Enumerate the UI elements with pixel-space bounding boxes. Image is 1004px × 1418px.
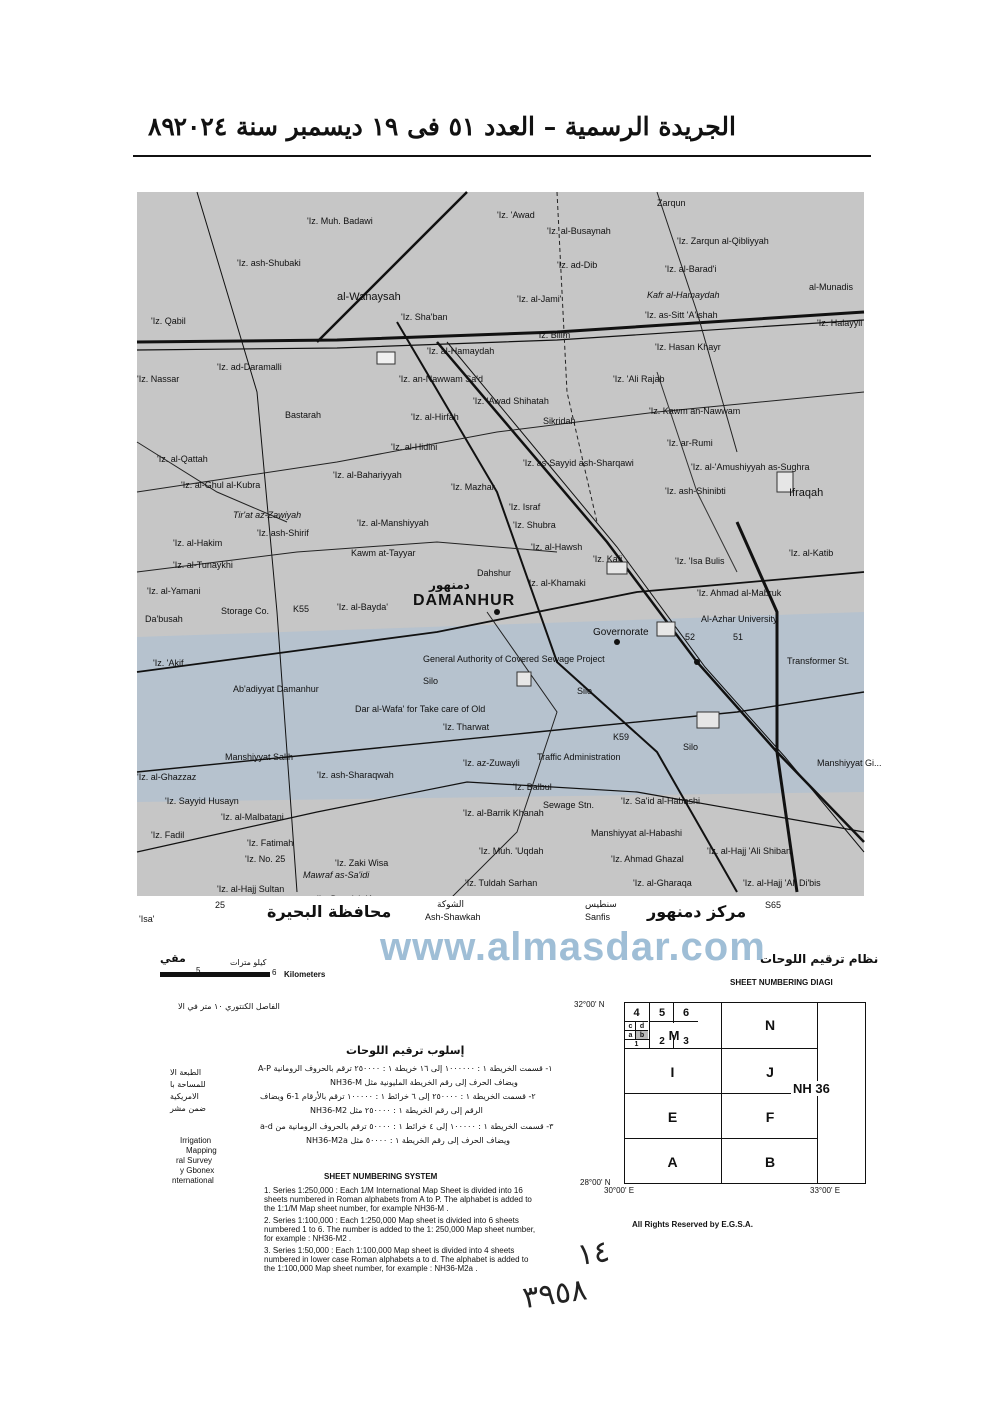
label-ash-shinibti: 'Iz. ash-Shinibti xyxy=(665,486,726,496)
label-mawraf: Mawraf as-Sa'idi xyxy=(303,870,370,880)
label-al-munadis: al-Munadis xyxy=(809,282,854,292)
label-s65: S65 xyxy=(765,900,782,910)
label-sharaqwah: 'Iz. ash-Sharaqwah xyxy=(317,770,394,780)
grid-cell-J: J xyxy=(721,1048,818,1094)
label-nawwam-sad: 'Iz. an-Nawwam Sa'd xyxy=(399,374,483,384)
left-en-2: Mapping xyxy=(186,1146,217,1155)
rights-text: All Rights Reserved by E.G.S.A. xyxy=(632,1220,753,1229)
label-transformer: Transformer St. xyxy=(787,656,850,666)
label-al-katib: 'Iz. al-Katib xyxy=(789,548,834,558)
grid-cell-M: M xyxy=(649,1021,698,1049)
label-al-bahariyyah: 'Iz. al-Bahariyyah xyxy=(333,470,402,480)
label-ar-rumi: 'Iz. ar-Rumi xyxy=(667,438,713,448)
label-barrik-khanah: 'Iz. al-Barrik Khanah xyxy=(463,808,544,818)
label-zarqun: Zarqun xyxy=(657,198,686,208)
label-dar-wafa: Dar al-Wafa' for Take care of Old xyxy=(355,704,486,714)
label-traffic: Traffic Administration xyxy=(537,752,621,762)
label-km25: 25 xyxy=(215,900,226,910)
grid-cell-N: N xyxy=(721,1002,818,1048)
label-sayyid-husayn: 'Iz. Sayyid Husayn xyxy=(165,796,239,806)
label-mazhar: 'Iz. Mazhar xyxy=(451,482,495,492)
label-dahshur: Dahshur xyxy=(477,568,512,578)
grid-cell-c: c xyxy=(624,1021,637,1031)
label-damanhur: DAMANHUR xyxy=(413,592,516,609)
method-ar-2: ويضاف الحرف إلى رقم الخريطة المليونية مثل NH36-M xyxy=(330,1078,518,1087)
grid-cell-6: 6 xyxy=(673,1002,698,1023)
en-3c: the 1:100,000 Map sheet number, for example : NH36-M2a . xyxy=(264,1264,478,1273)
label-sewage-stn: Sewage Stn. xyxy=(543,800,595,810)
label-ghul-kubra: 'Iz. al-Ghul al-Kubra xyxy=(181,480,261,490)
label-akif: 'Iz. 'Akif xyxy=(153,658,184,668)
method-ar-5: ٣- قسمت الخريطة ١ : ١٠٠٠٠٠ إلى ٤ خرائط ١ : ٥٠٠٠٠ ترقم بالحروف الرومانية من a-d xyxy=(260,1122,554,1131)
lat-32: 32°00' N xyxy=(574,1000,605,1009)
sheet-numbering-title: SHEET NUMBERING DIAGI xyxy=(730,978,833,987)
watermark-text: www.almasdar.com xyxy=(380,925,766,969)
label-al-hawsh: 'Iz. al-Hawsh xyxy=(531,542,583,552)
label-ash-shubaki: 'Iz. ash-Shubaki xyxy=(237,258,301,268)
handwritten-line-1: ١٤ xyxy=(574,1233,612,1274)
label-shawkah-ar: الشوكة xyxy=(437,900,465,910)
label-al-yamani: 'Iz. al-Yamani xyxy=(147,586,201,596)
label-sanfis-ar: سنطيس xyxy=(585,900,617,910)
scale-unit-en: Kilometers xyxy=(284,970,326,979)
label-r52: 52 xyxy=(685,632,696,642)
label-damanhur-ar: دمنهور xyxy=(429,578,470,592)
label-zarqun-qibliyyah: 'Iz. Zarqun al-Qibliyyah xyxy=(677,236,769,246)
label-al-khamaki: 'Iz. al-Khamaki xyxy=(527,578,586,588)
grid-cell-B: B xyxy=(721,1138,818,1184)
label-beheira: محافظة البحيرة xyxy=(267,902,392,921)
en-3a: 3. Series 1:50,000 : Each 1:100,000 Map sheet is divided into 4 sheets xyxy=(264,1246,515,1255)
legend-left-title: مقي xyxy=(160,952,186,965)
en-1a: 1. Series 1:250,000 : Each 1/M International Map Sheet is divided into 16 xyxy=(264,1186,523,1195)
grid-cell-I: I xyxy=(624,1048,721,1094)
en-2b: numbered 1 to 6. The number is added to the 1: 250,000 Map sheet number, xyxy=(264,1225,536,1234)
label-awad-shihatah: 'Iz. 'Awad Shihatah xyxy=(473,396,549,406)
label-ifraqah: Ifraqah xyxy=(789,487,824,499)
handwritten-line-2: ٣٩٥٨ xyxy=(520,1272,590,1317)
lon-30: 30°00' E xyxy=(604,1186,635,1195)
lon-33: 33°00' E xyxy=(810,1186,841,1195)
label-isa: 'Isa' xyxy=(139,914,155,924)
label-al-hirfah: 'Iz. al-Hirfah xyxy=(411,412,459,422)
label-manshiyyat-salih: Manshiyyat Salih xyxy=(225,752,294,762)
label-ghazzaz: 'Iz. al-Ghazzaz xyxy=(137,772,197,782)
label-amushiyyah: 'Iz. al-'Amushiyyah as-Sughra xyxy=(691,462,810,472)
numbering-system-ar: نظام ترقيم اللوحات xyxy=(760,952,879,966)
label-fatimah: 'Iz. Fatimah xyxy=(247,838,294,848)
label-k59: K59 xyxy=(613,732,630,742)
label-kafi: 'Iz. Kafi xyxy=(593,554,623,564)
label-tharwat: 'Iz. Tharwat xyxy=(443,722,490,732)
label-haji-ali-dibis: 'Iz. al-Hajj 'Ali Di'bis xyxy=(743,878,821,888)
label-kawm-nawwam: 'Iz. Kawm an-Nawwam xyxy=(649,406,741,416)
label-tunaykhi: 'Iz. al-Tunaykhi xyxy=(173,560,233,570)
label-damanhur-center: مركز دمنهور xyxy=(647,902,747,921)
grid-cell-4: 4 xyxy=(624,1002,649,1023)
grid-cell-d: d xyxy=(635,1021,648,1031)
label-shubra: 'Iz. Shubra xyxy=(513,520,556,530)
method-ar-3: ٢- قسمت الخريطة ١ : ٢٥٠٠٠٠ إلى ٦ خرائط ١ : ١٠٠٠٠٠ ترقم بالأرقام 1-6 ويضاف xyxy=(260,1092,536,1101)
left-en-3: ral Survey xyxy=(176,1156,213,1165)
page-header xyxy=(0,112,1004,160)
left-en-4: y Gbonex xyxy=(180,1166,215,1175)
label-hasan-khayr: 'Iz. Hasan Khayr xyxy=(655,342,721,352)
label-sewage-authority: General Authority of Covered Sewage Project xyxy=(423,654,605,664)
en-2a: 2. Series 1:100,000 : Each 1:250,000 Map sheet is divided into 6 sheets xyxy=(264,1216,519,1225)
label-sanfis: Sanfis xyxy=(585,912,611,922)
method-ar-6: ويضاف الحرف إلى رقم الخريطة ١ : ٥٠٠٠٠ مثل NH36-M2a xyxy=(306,1136,511,1145)
scale-tick-6: 6 xyxy=(272,968,277,977)
label-shaban: 'Iz. Sha'ban xyxy=(401,312,448,322)
en-2c: for example : NH36-M2 . xyxy=(264,1234,352,1243)
label-ad-daramalli: 'Iz. ad-Daramalli xyxy=(217,362,282,372)
label-al-bayda: 'Iz. al-Bayda' xyxy=(337,602,388,612)
label-kawm-tayyar: Kawm at-Tayyar xyxy=(351,548,416,558)
grid-cell-E: E xyxy=(624,1093,721,1139)
method-title-ar: إسلوب ترقيم اللوحات xyxy=(346,1044,465,1057)
label-qabil: 'Iz. Qabil xyxy=(151,316,186,326)
left-ar-2: للمساحة با xyxy=(170,1080,206,1089)
page-number: ٨٩ xyxy=(148,112,175,141)
label-sitt-aishah: 'Iz. as-Sitt 'A'ishah xyxy=(645,310,718,320)
label-haj-sultan: 'Iz. al-Hajj Sultan xyxy=(217,884,285,894)
label-al-wanaysah: al-Wanaysah xyxy=(337,291,401,303)
label-muh-uqdah: 'Iz. Muh. 'Uqdah xyxy=(479,846,544,856)
en-3b: numbered in lower case Roman alphabets a to d. The alphabet is added to xyxy=(264,1255,529,1264)
grid-cell-1: 1 xyxy=(624,1039,649,1049)
label-awad: 'Iz. 'Awad xyxy=(497,210,535,220)
label-al-qattah: 'Iz. al-Qattah xyxy=(157,454,208,464)
label-ahmad-mabruk: 'Iz. Ahmad al-Mabruk xyxy=(697,588,782,598)
label-ali-rajab: 'Iz. 'Ali Rajab xyxy=(613,374,665,384)
grid-cell-2: 2 xyxy=(649,1035,674,1048)
label-az-zuwayli: 'Iz. az-Zuwayli xyxy=(463,758,520,768)
label-al-malbatani: 'Iz. al-Malbatani xyxy=(221,812,284,822)
label-said-habashi: 'Iz. Sa'id al-Habashi xyxy=(621,796,700,806)
label-al-jami: 'Iz. al-Jami' xyxy=(517,294,562,304)
label-al-gharaqa: 'Iz. al-Gharaqa xyxy=(633,878,692,888)
label-al-manshiyyah: 'Iz. al-Manshiyyah xyxy=(357,518,429,528)
label-zaki-wisa: 'Iz. Zaki Wisa xyxy=(335,858,389,868)
label-tuldah-sarhan: 'Iz. Tuldah Sarhan xyxy=(465,878,538,888)
en-1c: the 1:1/M Map sheet number, for example NH36-M . xyxy=(264,1204,449,1213)
grid-cell-5: 5 xyxy=(649,1002,674,1023)
method-ar-4: الرقم إلى رقم الخريطة ١ : ٢٥٠٠٠٠ مثل NH36-M2 xyxy=(310,1106,483,1115)
left-en-1: Irrigation xyxy=(180,1136,212,1145)
label-sikridah: Sikridah xyxy=(543,416,576,426)
label-israf: 'Iz. Israf xyxy=(509,502,541,512)
label-dabusah: Da'busah xyxy=(145,614,183,624)
scale-tick-5: 5 xyxy=(196,966,201,975)
label-al-hidini: 'Iz. al-Hidini xyxy=(391,442,438,452)
grid-cell-3: 3 xyxy=(673,1035,698,1048)
label-ash-shirif: 'Iz. ash-Shirif xyxy=(257,528,309,538)
label-governorate: Governorate xyxy=(593,627,649,638)
label-k55: K55 xyxy=(293,604,310,614)
label-isa-bulis: 'Iz. 'Isa Bulis xyxy=(675,556,725,566)
label-bastarah: Bastarah xyxy=(285,410,322,420)
scale-unit-ar: كيلو مترات xyxy=(230,958,267,967)
label-storage: Storage Co. xyxy=(221,606,270,616)
sns-title: SHEET NUMBERING SYSTEM xyxy=(324,1172,438,1181)
label-muh-badawi: 'Iz. Muh. Badawi xyxy=(307,216,373,226)
scale-bar xyxy=(160,972,270,977)
sheet-numbering-grid xyxy=(624,1002,866,1184)
left-en-5: nternational xyxy=(172,1176,214,1185)
left-ar-4: ضمن مشر xyxy=(170,1104,206,1113)
label-no25: 'Iz. No. 25 xyxy=(245,854,286,864)
label-shawkah: Ash-Shawkah xyxy=(425,912,481,922)
label-abadiyyat: Ab'adiyyat Damanhur xyxy=(233,684,319,694)
label-ad-dib: 'Iz. ad-Dib xyxy=(557,260,598,270)
label-manshiyyat-habashi: Manshiyyat al-Habashi xyxy=(591,828,683,838)
label-fadil: 'Iz. Fadil xyxy=(151,830,185,840)
gazette-title: الجريدة الرسمية – العدد ٥١ فى ١٩ ديسمبر سنة ٢٠٢٤ xyxy=(173,112,736,141)
label-ahmad-ghazal: 'Iz. Ahmad Ghazal xyxy=(611,854,684,864)
label-busaynah: 'Iz. al-Busaynah xyxy=(547,226,611,236)
label-hamaydah: 'Iz. al-Hamaydah xyxy=(427,346,495,356)
label-balbul: 'Iz. Balbul xyxy=(513,782,552,792)
label-bilim: 'Iz. Bilim xyxy=(537,330,571,340)
label-sayyid-sharqawi: 'Iz. as-Sayyid ash-Sharqawi xyxy=(523,458,634,468)
method-ar-1: ١- قسمت الخريطة ١ : ١٠٠٠٠٠٠ إلى ١٦ خريطة ١ : ٢٥٠٠٠٠ ترقم بالحروف الرومانية A-P xyxy=(258,1064,553,1073)
topographic-map xyxy=(137,192,882,922)
header-divider xyxy=(133,155,871,157)
en-1b: sheets numbered in Roman alphabets from A to P. The alphabet is added to xyxy=(264,1195,532,1204)
label-nassar: 'Iz. Nassar xyxy=(137,374,180,384)
left-ar-1: الطبعة الا xyxy=(170,1068,202,1077)
label-halayyil: 'Iz. Halayyil xyxy=(817,318,863,328)
label-r51: 51 xyxy=(733,632,744,642)
label-al-hakim: 'Iz. al-Hakim xyxy=(173,538,223,548)
left-ar-3: الامريكية xyxy=(170,1092,199,1101)
grid-cell-F: F xyxy=(721,1093,818,1139)
grid-cell-a: a xyxy=(624,1030,637,1040)
label-silo-1: Silo xyxy=(423,676,439,686)
label-silo-3: Silo xyxy=(683,742,699,752)
label-zawiyah: Tir'at az-Zawiyah xyxy=(233,510,302,520)
handwritten-note xyxy=(516,1234,617,1316)
label-azhar-univ: Al-Azhar University xyxy=(701,614,778,624)
contour-interval: الفاصل الكنتوري ١٠ متر في الا xyxy=(178,1002,280,1011)
lat-28: 28°00' N xyxy=(580,1178,611,1187)
label-manshiyyat-gh: Manshiyyat Gi... xyxy=(817,758,882,768)
grid-label-nh36: NH 36 xyxy=(793,1081,830,1096)
label-kafr-hamaydah: Kafr al-Hamaydah xyxy=(647,290,720,300)
grid-cell-A: A xyxy=(624,1138,721,1184)
label-silo-2: Silo xyxy=(577,686,593,696)
label-al-barad: 'Iz. al-Barad'i xyxy=(665,264,717,274)
grid-cell-b: b xyxy=(635,1030,648,1040)
label-haji-ali-shiban: 'Iz. al-Hajj 'Ali Shiban xyxy=(707,846,791,856)
